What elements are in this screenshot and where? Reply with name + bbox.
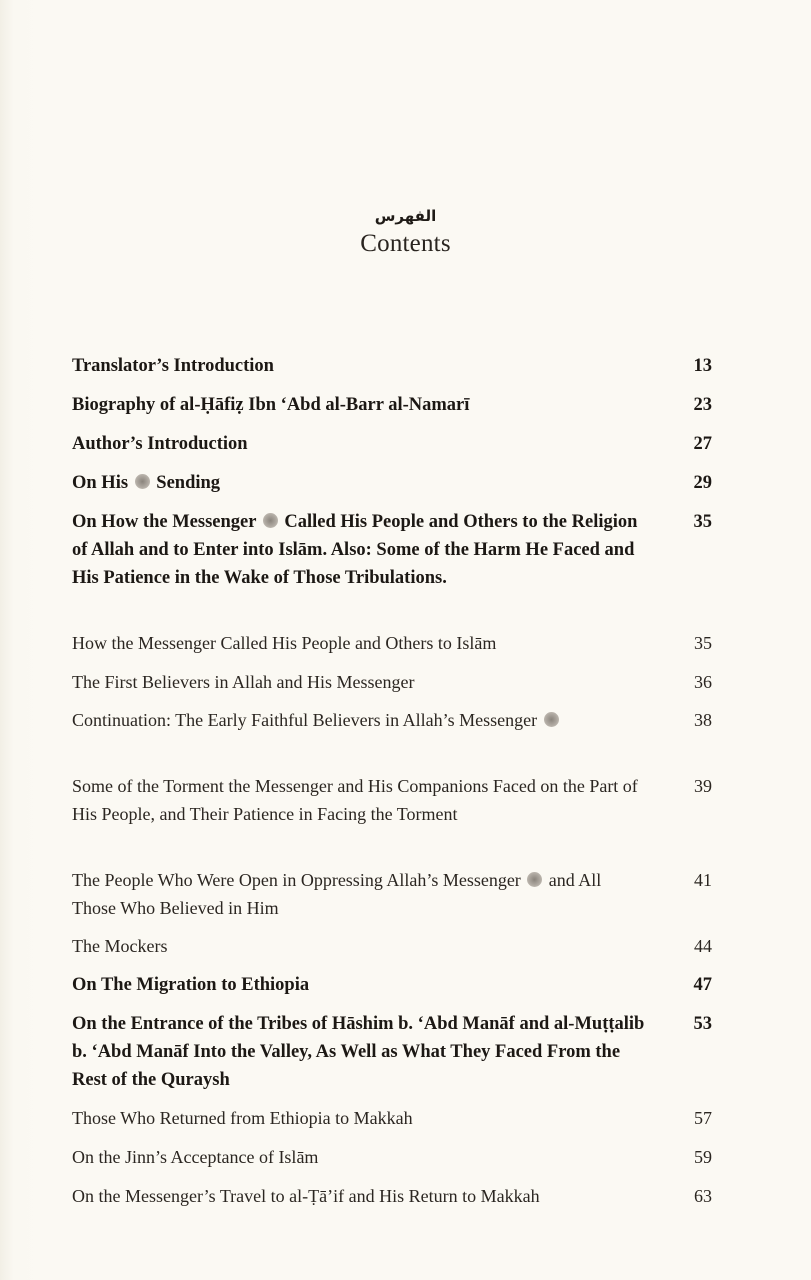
toc-page-number: 35 <box>693 512 712 532</box>
toc-entry-text: The People Who Were Open in Oppressing Allah’s Messenger <box>72 870 526 890</box>
toc-page-number: 38 <box>694 710 712 730</box>
toc-page-number: 59 <box>694 1147 712 1167</box>
toc-entry-text: Some of the Torment the Messenger and His Companions Faced on the Part of His People, and Their Patience in Facing the Torment <box>72 776 638 824</box>
toc-entry-text: On How the Messenger <box>72 512 261 532</box>
toc-page-number: 39 <box>694 776 712 796</box>
toc-entry <box>72 932 712 960</box>
toc-entry-title <box>72 469 647 497</box>
toc-page-number: 53 <box>693 1014 712 1034</box>
toc-entry <box>72 668 712 696</box>
toc-page-number: 41 <box>694 870 712 890</box>
toc-entry-title <box>72 1182 647 1210</box>
toc-entry <box>72 1182 712 1210</box>
toc-page-number: 27 <box>693 434 712 454</box>
toc-entry-text: On the Messenger’s Travel to al-Ṭā’if and His Return to Makkah <box>72 1186 540 1206</box>
toc-entry-title <box>72 352 647 380</box>
toc-entry-title <box>72 706 647 734</box>
toc-entry-text: Continuation: The Early Faithful Believers in Allah’s Messenger <box>72 710 542 730</box>
toc-entry-title <box>72 668 647 696</box>
toc-page-number: 13 <box>693 356 712 376</box>
toc-entry <box>72 1143 712 1171</box>
toc-entry-title <box>72 866 647 922</box>
toc-entry <box>72 629 712 657</box>
toc-page-number: 35 <box>694 633 712 653</box>
toc-entry-text: Those Who Returned from Ethiopia to Makkah <box>72 1108 413 1128</box>
toc-entry <box>72 469 712 497</box>
toc-entry-text: On the Jinn’s Acceptance of Islām <box>72 1147 319 1167</box>
toc-entry-text: and All Those Who Believed in Him <box>72 870 602 918</box>
toc-entry-text: Called His People and Others to the Religion of Allah and to Enter into Islām. Also: Some of the Harm He Faced and His Patience in the Wake of Those Tribulations. <box>72 512 638 588</box>
toc-page-number: 63 <box>694 1186 712 1206</box>
toc-entry-text: The Mockers <box>72 936 168 956</box>
toc-entry <box>72 352 712 380</box>
honorific-icon <box>135 474 150 489</box>
toc-entry-title <box>72 971 647 999</box>
toc-entry-title <box>72 1010 647 1094</box>
toc-entry-title <box>72 629 647 657</box>
toc-entry-title <box>72 1104 647 1132</box>
page-title: Contents <box>360 230 451 257</box>
toc-entry-text: Sending <box>151 473 221 493</box>
toc-entry-text: Biography of al-Ḥāfiẓ Ibn ‘Abd al-Barr al-Namarī <box>72 395 470 415</box>
toc-page-number: 47 <box>693 975 712 995</box>
contents-header <box>0 207 811 259</box>
toc-entry-title <box>72 508 647 592</box>
toc-entry <box>72 866 712 922</box>
toc-entry-title <box>72 1143 647 1171</box>
toc-entry <box>72 430 712 458</box>
toc-entry-title <box>72 430 647 458</box>
toc-entry-title <box>72 391 647 419</box>
toc-entry <box>72 706 712 734</box>
honorific-icon <box>263 513 278 528</box>
toc-entry-text: On the Entrance of the Tribes of Hāshim b. ‘Abd Manāf and al-Muṭṭalib b. ‘Abd Manāf Into the Valley, As Well as What They Faced From the Rest of the Quraysh <box>72 1014 645 1090</box>
toc-page-number: 23 <box>693 395 712 415</box>
honorific-icon <box>544 712 559 727</box>
toc-entry-text: How the Messenger Called His People and Others to Islām <box>72 633 497 653</box>
toc-entry <box>72 391 712 419</box>
arabic-title: الفهرس <box>374 207 437 225</box>
toc-entry-title <box>72 932 647 960</box>
toc-entry-title <box>72 772 647 828</box>
toc-page-number: 44 <box>694 936 712 956</box>
toc-entry <box>72 1104 712 1132</box>
toc-entry <box>72 772 712 828</box>
toc-entry-text: On The Migration to Ethiopia <box>72 975 310 995</box>
toc-entry-text: Translator’s Introduction <box>72 356 274 376</box>
toc-entry-text: On His <box>72 473 133 493</box>
honorific-icon <box>527 872 542 887</box>
toc-entry-text: Author’s Introduction <box>72 434 248 454</box>
toc-entry-text: The First Believers in Allah and His Messenger <box>72 672 415 692</box>
toc-entry <box>72 971 712 999</box>
toc-page-number: 29 <box>693 473 712 493</box>
toc-page-number: 57 <box>694 1108 712 1128</box>
toc-page-number: 36 <box>694 672 712 692</box>
toc-entry <box>72 1010 712 1094</box>
toc-entry <box>72 508 712 592</box>
